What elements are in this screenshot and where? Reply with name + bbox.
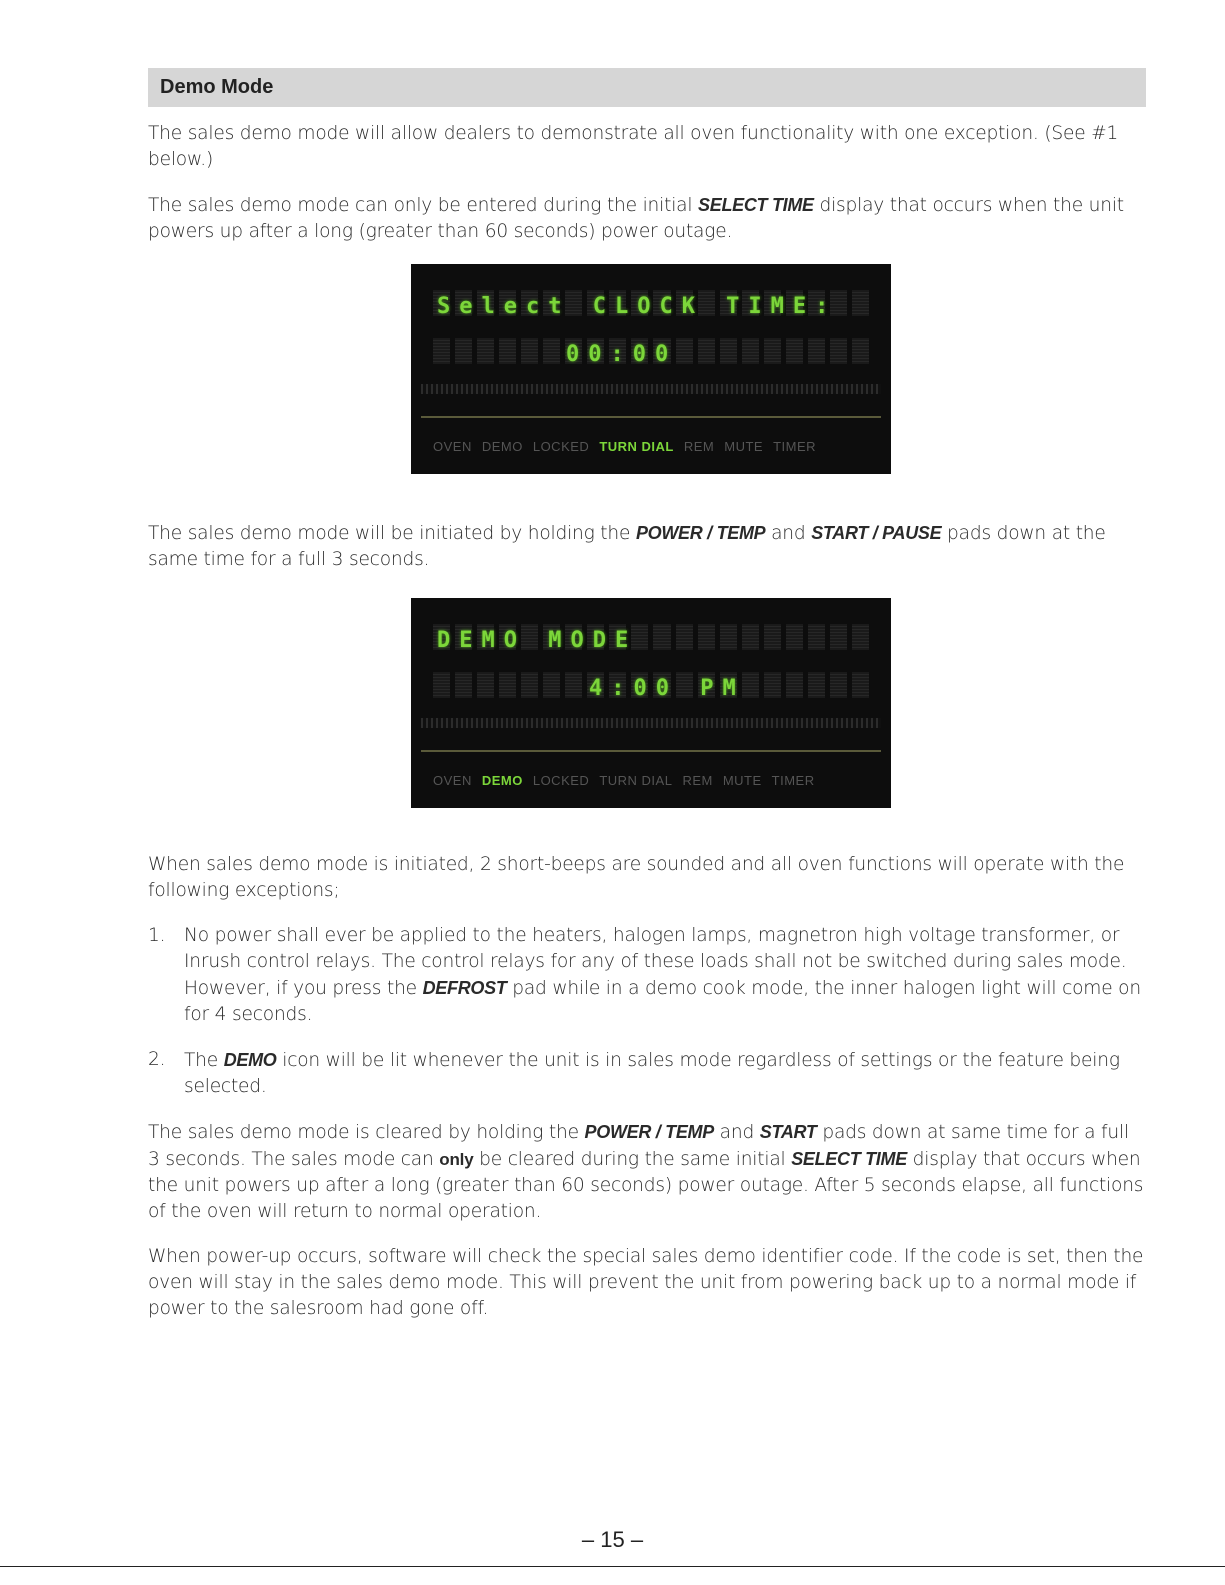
lcd-line-2: 00:00 bbox=[566, 342, 678, 367]
initiate-paragraph: The sales demo mode will be initiated by holding the POWER / TEMP and START / PAUSE pads down at the same time for a full 3 seconds. bbox=[148, 523, 1106, 570]
lcd-cell bbox=[786, 672, 803, 698]
lcd-cell bbox=[852, 338, 869, 364]
select-time-keyword: SELECT TIME bbox=[698, 195, 814, 215]
list-item: 2. The DEMO icon will be lit whenever the unit is in sales mode regardless of settings or the feature being selected. bbox=[148, 1049, 1120, 1097]
lcd-rule bbox=[421, 416, 881, 418]
demo-keyword: DEMO bbox=[223, 1050, 277, 1070]
status-icon-rem: REM bbox=[682, 773, 713, 788]
only-emphasis: only bbox=[439, 1150, 474, 1169]
lcd-cell bbox=[521, 338, 538, 364]
status-icon-mute: MUTE bbox=[724, 439, 764, 454]
select-clock-time-display bbox=[411, 264, 891, 474]
lcd-cell bbox=[720, 338, 737, 364]
lcd-cell bbox=[433, 672, 450, 698]
lcd-cell bbox=[830, 338, 847, 364]
status-icon-locked: LOCKED bbox=[532, 439, 590, 454]
lcd-cell bbox=[742, 624, 759, 650]
lcd-cell bbox=[521, 672, 538, 698]
lcd-cell bbox=[455, 672, 472, 698]
temp-keyword: TEMP bbox=[665, 1122, 714, 1142]
lcd-cell bbox=[808, 672, 825, 698]
status-icon-rem: REM bbox=[683, 439, 715, 454]
lcd-cell bbox=[676, 338, 693, 364]
lcd-cell bbox=[499, 672, 516, 698]
intro-paragraph: The sales demo mode will allow dealers to demonstrate all oven functionality with one exception. (See #1 below.) bbox=[148, 123, 1119, 170]
lcd-rule bbox=[421, 750, 881, 752]
demo-mode-display bbox=[411, 598, 891, 808]
status-icon-oven: OVEN bbox=[433, 439, 472, 454]
temp-keyword: TEMP bbox=[716, 523, 766, 543]
exceptions-list bbox=[148, 923, 1146, 1100]
lcd-cell bbox=[786, 624, 803, 650]
lcd-cell bbox=[499, 338, 516, 364]
lcd-cell bbox=[543, 672, 560, 698]
lcd-cell bbox=[764, 338, 781, 364]
entry-paragraph: The sales demo mode can only be entered during the initial SELECT TIME display that occurs when the unit powers up after a long (greater than 60 seconds) power outage. bbox=[148, 195, 1124, 242]
lcd-cell bbox=[808, 624, 825, 650]
lcd-cell bbox=[698, 624, 715, 650]
lcd-cell bbox=[786, 338, 803, 364]
defrost-keyword: DEFROST bbox=[422, 978, 507, 998]
status-icon-turn-dial: TURN DIAL bbox=[599, 773, 673, 788]
lcd-cell bbox=[676, 624, 693, 650]
lcd-dot-strip bbox=[421, 384, 881, 394]
power-keyword: POWER bbox=[635, 523, 703, 543]
start-keyword: START bbox=[759, 1122, 817, 1142]
status-icon-demo: DEMO bbox=[481, 439, 523, 454]
lcd-cell bbox=[565, 672, 582, 698]
lcd-cell bbox=[433, 338, 450, 364]
lcd-cell bbox=[830, 672, 847, 698]
lcd-line-1: DEMO MODE bbox=[437, 628, 638, 653]
page-content bbox=[148, 68, 1146, 1341]
lcd-dot-strip bbox=[421, 718, 881, 728]
lcd-cell bbox=[852, 624, 869, 650]
start-keyword: START bbox=[811, 523, 869, 543]
status-icon-demo: DEMO bbox=[481, 773, 523, 788]
power-up-paragraph: When power-up occurs, software will check the special sales demo identifier code. If the code is set, then the oven will stay in the sales demo mode. This will prevent the unit from powering back up to a normal mode if power to the salesroom had gone off. bbox=[148, 1246, 1144, 1319]
status-icon-turn-dial: TURN DIAL bbox=[599, 439, 674, 454]
section-title: Demo Mode bbox=[148, 68, 1146, 107]
status-icons bbox=[433, 439, 816, 454]
power-keyword: POWER bbox=[584, 1122, 652, 1142]
status-icon-locked: LOCKED bbox=[532, 773, 590, 788]
list-item: 1. No power shall ever be applied to the heaters, halogen lamps, magnetron high voltage transformer, or Inrush control relays. The control relays for any of these loads shall not be switched during sales mode. However, if you press the DEFROST pad while in a demo cook mode, the inner halogen light will come on for 4 seconds. bbox=[148, 925, 1141, 1025]
lcd-cell bbox=[477, 672, 494, 698]
status-icon-mute: MUTE bbox=[722, 773, 762, 788]
page-number: – 15 – bbox=[581, 1527, 644, 1552]
status-icon-timer: TIMER bbox=[771, 773, 815, 788]
lcd-cell bbox=[477, 338, 494, 364]
status-icon-timer: TIMER bbox=[773, 439, 817, 454]
status-icons bbox=[433, 773, 815, 788]
lcd-cell bbox=[830, 624, 847, 650]
lcd-line-1: Select CLOCK TIME: bbox=[437, 294, 838, 319]
bottom-rule bbox=[0, 1566, 1225, 1567]
lcd-line-2: 4:00 PM bbox=[589, 676, 745, 701]
lcd-cell bbox=[808, 338, 825, 364]
lcd-cell bbox=[455, 338, 472, 364]
lcd-cell bbox=[653, 624, 670, 650]
lcd-cell bbox=[742, 338, 759, 364]
lcd-cell bbox=[698, 338, 715, 364]
lcd-cell bbox=[852, 672, 869, 698]
lcd-cell bbox=[764, 624, 781, 650]
select-time-keyword: SELECT TIME bbox=[791, 1149, 907, 1169]
clear-paragraph: The sales demo mode is cleared by holding the POWER / TEMP and START pads down at same time for a full 3 seconds. The sales mode can only be cleared during the same initial SELECT TIME display that occurs when the unit powers up after a long (greater than 60 seconds) power outage. After 5 seconds elapse, all functions of the oven will return to normal operation. bbox=[148, 1122, 1144, 1222]
status-icon-oven: OVEN bbox=[433, 773, 472, 788]
lcd-cell bbox=[852, 290, 869, 316]
pause-keyword: PAUSE bbox=[882, 523, 942, 543]
exceptions-paragraph: When sales demo mode is initiated, 2 short-beeps are sounded and all oven functions will operate with the following exceptions; bbox=[148, 854, 1125, 901]
lcd-cell bbox=[720, 624, 737, 650]
lcd-cell bbox=[764, 672, 781, 698]
lcd-cell bbox=[543, 338, 560, 364]
